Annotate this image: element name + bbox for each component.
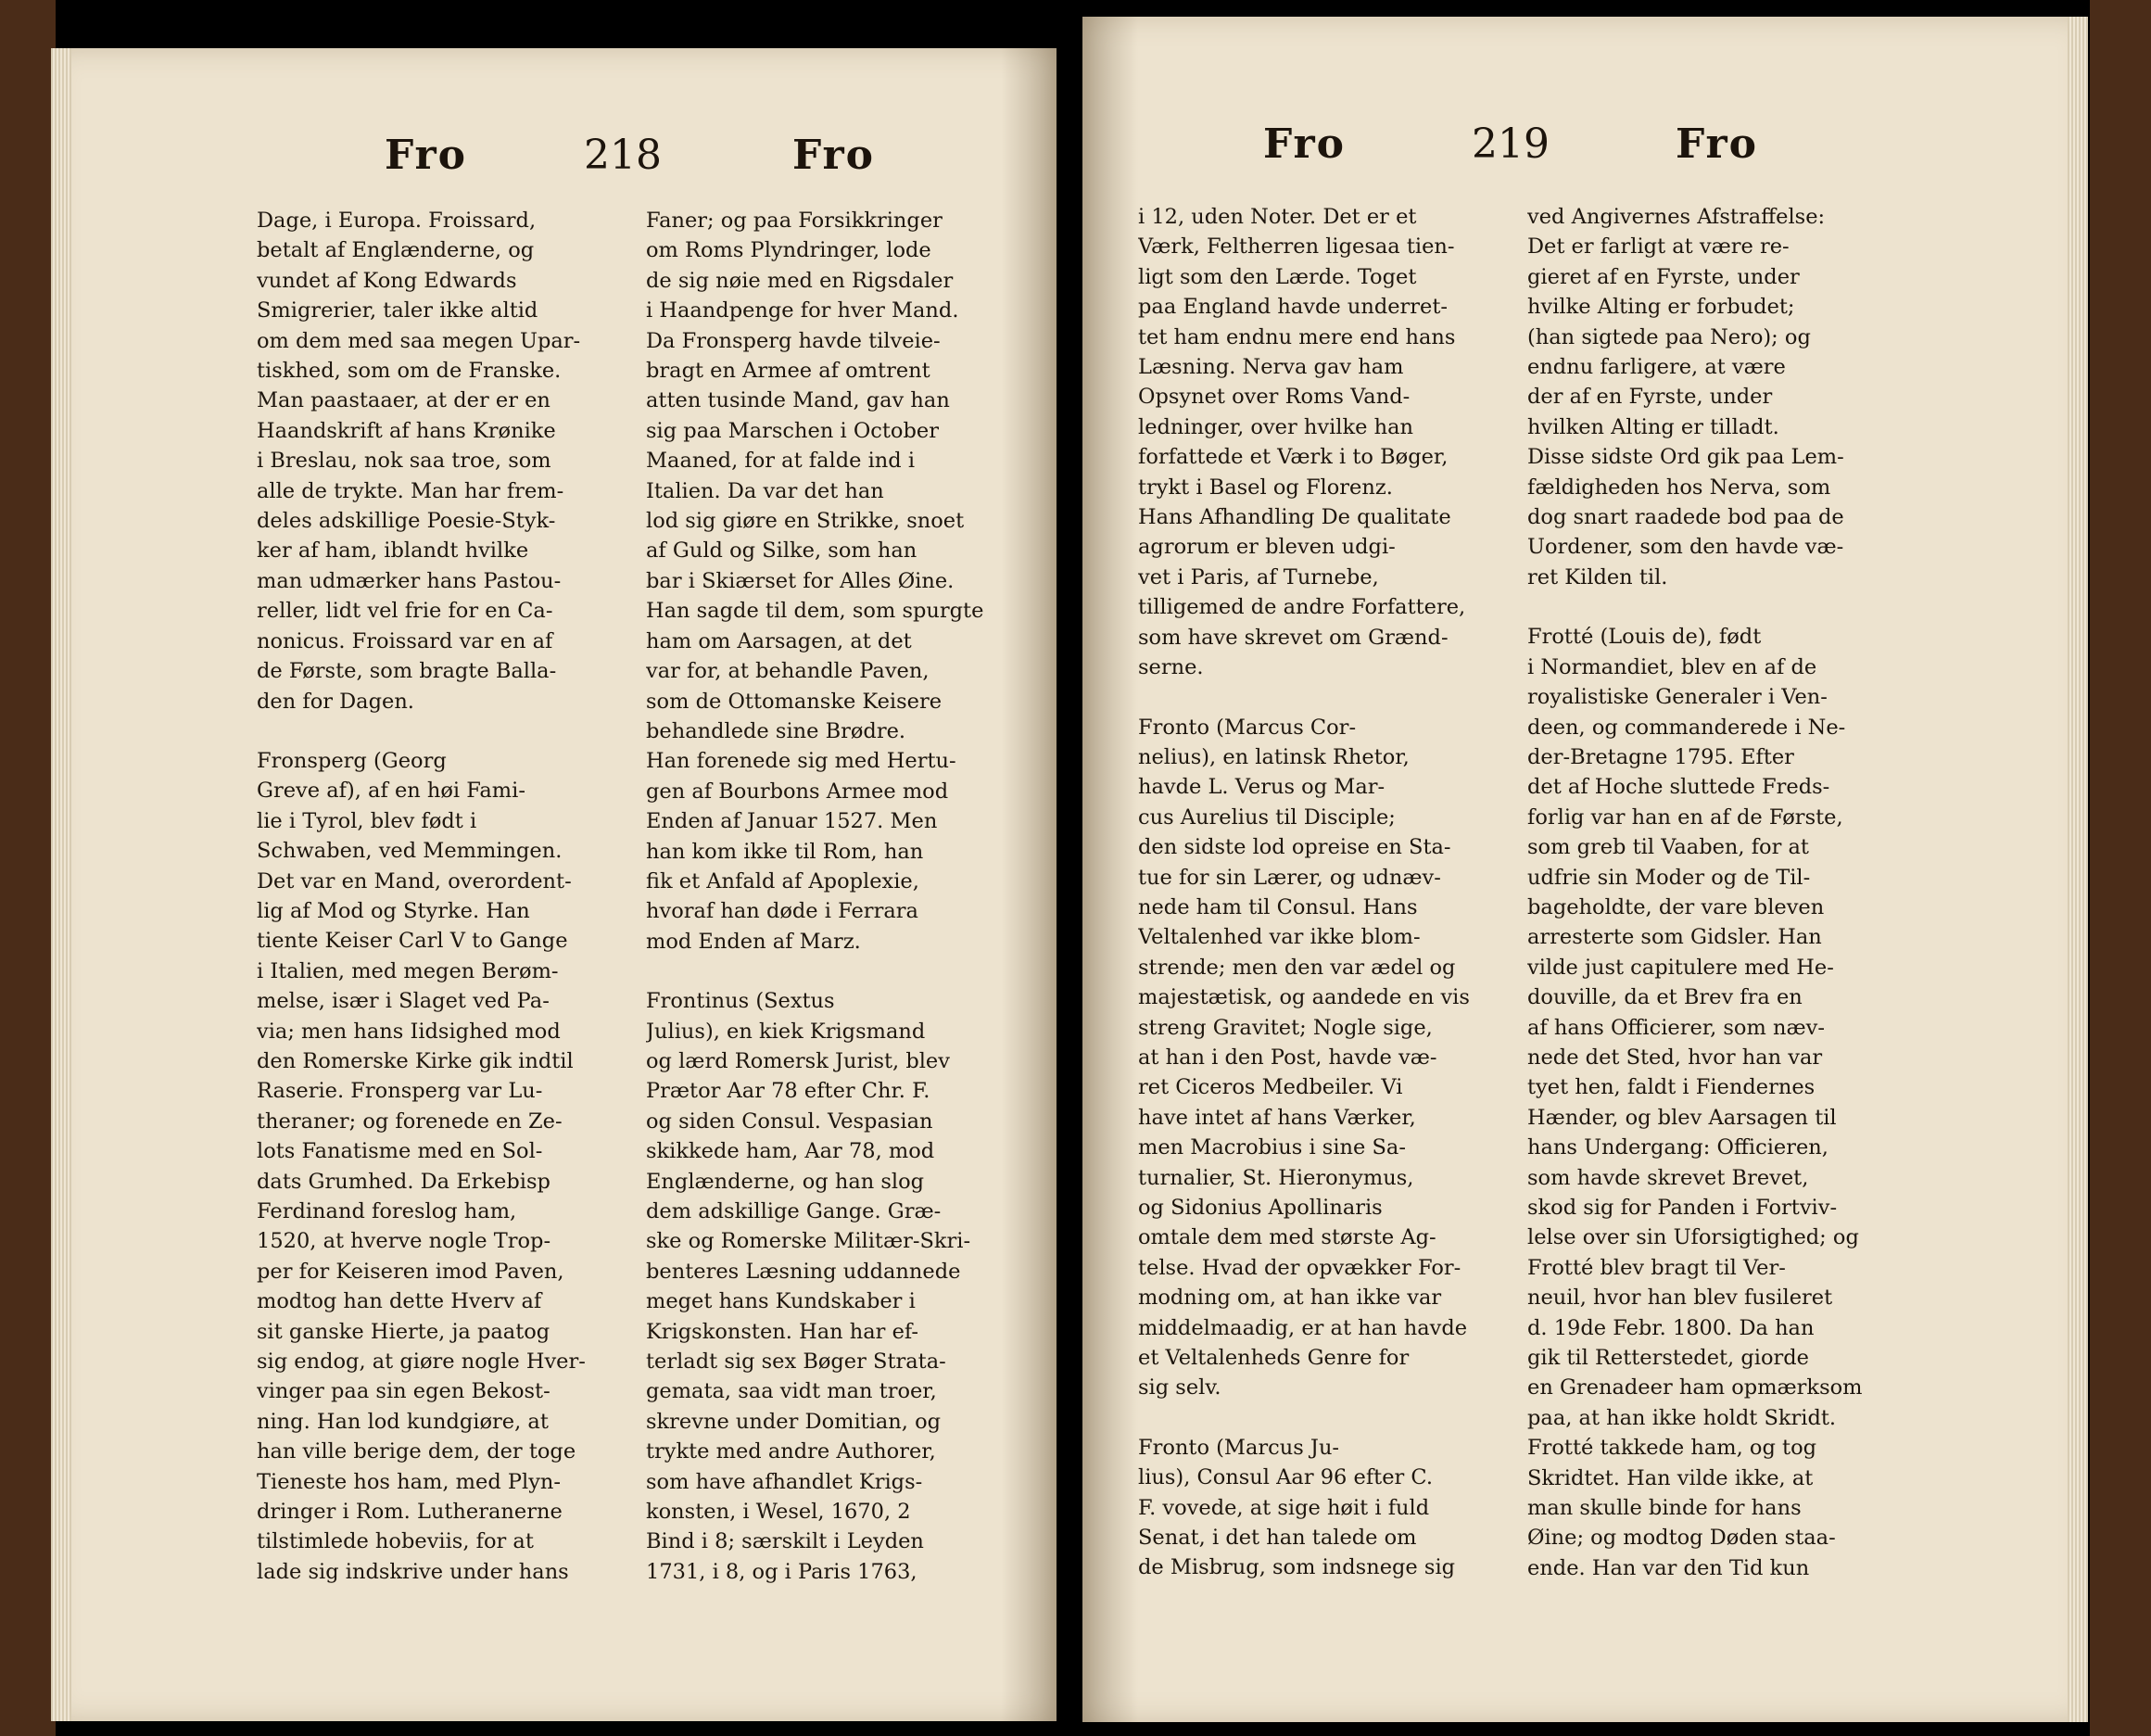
text-line: den for Dagen. xyxy=(257,689,414,714)
text-line: han ville berige dem, der toge xyxy=(257,1439,576,1464)
left-binding xyxy=(0,0,56,1736)
text-line: Tieneste hos ham, med Plyn- xyxy=(257,1469,562,1494)
text-line: hvilken Alting er tilladt. xyxy=(1527,414,1779,439)
text-line: sig selv. xyxy=(1138,1375,1221,1400)
text-line: omtale dem med største Ag- xyxy=(1138,1225,1436,1250)
text-line: lots Fanatisme med en Sol- xyxy=(257,1139,543,1164)
text-line: behandlede sine Brødre. xyxy=(646,718,906,743)
text-line: via; men hans Iidsighed mod xyxy=(257,1019,561,1044)
text-line: Hans Afhandling De qualitate xyxy=(1138,505,1451,530)
text-line: 1520, at hverve nogle Trop- xyxy=(257,1229,551,1254)
text-line: der af en Fyrste, under xyxy=(1527,385,1773,410)
text-line: majestætisk, og aandede en vis xyxy=(1138,985,1470,1010)
text-line: forfattede et Værk i to Bøger, xyxy=(1138,445,1449,470)
text-line: Han forenede sig med Hertu- xyxy=(646,749,956,774)
text-line: konsten, i Wesel, 1670, 2 xyxy=(646,1500,911,1525)
running-head-right: Fro xyxy=(792,132,875,179)
text-line: deen, og commanderede i Ne- xyxy=(1527,715,1846,740)
text-line: turnalier, St. Hieronymus, xyxy=(1138,1165,1414,1190)
text-line: paa, at han ikke holdt Skridt. xyxy=(1527,1405,1837,1430)
text-line: Det er farligt at være re- xyxy=(1527,234,1790,260)
text-line: lig af Mod og Styrke. Han xyxy=(257,898,530,923)
text-line: ning. Han lod kundgiøre, at xyxy=(257,1409,549,1434)
text-line: ker af ham, iblandt hvilke xyxy=(257,539,529,564)
text-line: Uordener, som den havde væ- xyxy=(1527,535,1844,560)
text-line: (han sigtede paa Nero); og xyxy=(1527,324,1811,349)
text-line: udfrie sin Moder og de Til- xyxy=(1527,865,1811,890)
text-line: Værk, Feltherren ligesaa tien- xyxy=(1138,234,1455,260)
text-line: den Romerske Kirke gik indtil xyxy=(257,1048,574,1073)
text-line: som de Ottomanske Keisere xyxy=(646,689,943,714)
text-line: terladt sig sex Bøger Strata- xyxy=(646,1350,946,1375)
text-line: ret Kilden til. xyxy=(1527,564,1668,589)
text-line: lius), Consul Aar 96 efter C. xyxy=(1138,1465,1433,1490)
text-line: benteres Læsning uddannede xyxy=(646,1259,961,1284)
text-line: royalistiske Generaler i Ven- xyxy=(1527,685,1828,710)
text-line: de Misbrug, som indsnege sig xyxy=(1138,1555,1456,1580)
text-line: det af Hoche sluttede Freds- xyxy=(1527,775,1830,800)
text-line: fældigheden hos Nerva, som xyxy=(1527,475,1831,500)
text-column-right xyxy=(646,206,1017,1587)
text-line: et Veltalenheds Genre for xyxy=(1138,1346,1410,1371)
text-line: agrorum er bleven udgi- xyxy=(1138,535,1396,560)
text-line: Man paastaaer, at der er en xyxy=(257,388,550,413)
text-line: 1731, i 8, og i Paris 1763, xyxy=(646,1559,917,1584)
text-line: lod sig giøre en Strikke, snoet xyxy=(646,509,965,534)
text-line: Krigskonsten. Han har ef- xyxy=(646,1319,919,1344)
text-line: alle de trykte. Man har frem- xyxy=(257,478,564,503)
text-line: som have skrevet om Grænd- xyxy=(1138,625,1449,650)
text-line: Hænder, og blev Aarsagen til xyxy=(1527,1105,1837,1130)
text-line: paa England havde underret- xyxy=(1138,295,1449,320)
text-line: ledninger, over hvilke han xyxy=(1138,414,1413,439)
text-line: Læsning. Nerva gav ham xyxy=(1138,355,1404,380)
text-line: Fronto (Marcus Cor- xyxy=(1138,715,1357,740)
text-line: arresterte som Gidsler. Han xyxy=(1527,925,1822,950)
text-line: Ferdinand foreslog ham, xyxy=(257,1199,517,1223)
text-line: sig paa Marschen i October xyxy=(646,418,939,443)
text-line: om dem med saa megen Upar- xyxy=(257,328,581,353)
text-line: nelius), en latinsk Rhetor, xyxy=(1138,744,1410,769)
text-line: Smigrerier, taler ikke altid xyxy=(257,298,538,323)
text-line: ligt som den Lærde. Toget xyxy=(1138,264,1417,289)
text-line: deles adskillige Poesie-Styk- xyxy=(257,509,556,534)
text-line: man skulle binde for hans xyxy=(1527,1496,1802,1521)
text-line: dats Grumhed. Da Erkebisp xyxy=(257,1169,550,1194)
text-line: skikkede ham, Aar 78, mod xyxy=(646,1139,935,1164)
text-line: endnu farligere, at være xyxy=(1527,355,1786,380)
text-line: tilstimlede hobeviis, for at xyxy=(257,1529,534,1554)
text-line: melse, især i Slaget ved Pa- xyxy=(257,989,550,1014)
text-line: tue for sin Lærer, og udnæv- xyxy=(1138,865,1441,890)
text-line: bar i Skiærset for Alles Øine. xyxy=(646,568,955,593)
text-line: Schwaben, ved Memmingen. xyxy=(257,839,563,864)
text-line: Frotté takkede ham, og tog xyxy=(1527,1436,1817,1461)
text-line: serne. xyxy=(1138,655,1204,680)
text-line: som havde skrevet Brevet, xyxy=(1527,1165,1809,1190)
paragraph-gap xyxy=(646,957,1017,986)
text-line: F. vovede, at sige høit i fuld xyxy=(1138,1495,1430,1520)
text-line: telse. Hvad der opvækker For- xyxy=(1138,1255,1461,1280)
left-page xyxy=(51,48,1057,1721)
text-line: Han sagde til dem, som spurgte xyxy=(646,599,984,624)
text-column-left xyxy=(1138,202,1509,1583)
text-line: Englænderne, og han slog xyxy=(646,1169,925,1194)
page-number: 218 xyxy=(584,132,662,179)
text-line: en Grenadeer ham opmærksom xyxy=(1527,1375,1863,1400)
text-line: tyet hen, faldt i Fiendernes xyxy=(1527,1075,1816,1100)
text-line: vinger paa sin egen Bekost- xyxy=(257,1379,550,1404)
text-line: vundet af Kong Edwards xyxy=(257,268,517,293)
text-line: bageholdte, der vare bleven xyxy=(1527,894,1825,919)
text-line: Greve af), af en høi Fami- xyxy=(257,779,525,804)
text-line: meget hans Kundskaber i xyxy=(646,1289,916,1314)
text-line: ske og Romerske Militær-Skri- xyxy=(646,1229,971,1254)
text-line: Veltalenhed var ikke blom- xyxy=(1138,925,1421,950)
text-line: nede det Sted, hvor han var xyxy=(1527,1045,1823,1070)
text-line: gik til Retterstedet, giorde xyxy=(1527,1346,1809,1371)
page-edges xyxy=(51,48,71,1721)
text-line: streng Gravitet; Nogle sige, xyxy=(1138,1015,1433,1040)
text-line: og siden Consul. Vespasian xyxy=(646,1109,933,1134)
text-line: Skridtet. Han vilde ikke, at xyxy=(1527,1465,1814,1490)
text-line: den sidste lod opreise en Sta- xyxy=(1138,835,1451,860)
text-line: Disse sidste Ord gik paa Lem- xyxy=(1527,445,1844,470)
text-line: skrevne under Domitian, og xyxy=(646,1409,942,1434)
text-line: betalt af Englænderne, og xyxy=(257,238,535,263)
text-line: man udmærker hans Pastou- xyxy=(257,568,562,593)
text-line: dem adskillige Gange. Græ- xyxy=(646,1199,942,1223)
paragraph-gap xyxy=(257,716,627,746)
text-line: Da Fronsperg havde tilveie- xyxy=(646,328,941,353)
text-line: Faner; og paa Forsikkringer xyxy=(646,209,943,233)
text-line: d. 19de Febr. 1800. Da han xyxy=(1527,1315,1815,1340)
text-line: Opsynet over Roms Vand- xyxy=(1138,385,1411,410)
page-header xyxy=(1082,120,2088,195)
text-line: tiskhed, som om de Franske. xyxy=(257,359,562,384)
text-line: i Breslau, nok saa troe, som xyxy=(257,449,551,474)
running-head-right: Fro xyxy=(1676,120,1758,168)
text-line: cus Aurelius til Disciple; xyxy=(1138,805,1396,830)
right-page xyxy=(1082,17,2088,1722)
text-line: Maaned, for at falde ind i xyxy=(646,449,916,474)
text-line: Raserie. Fronsperg var Lu- xyxy=(257,1079,543,1104)
paragraph-gap xyxy=(1527,592,1898,622)
text-line: vet i Paris, af Turnebe, xyxy=(1138,564,1379,589)
right-binding xyxy=(2090,0,2151,1736)
text-line: lelse over sin Uforsigtighed; og xyxy=(1527,1225,1859,1250)
text-line: ved Angivernes Afstraffelse: xyxy=(1527,205,1826,229)
text-line: de sig nøie med en Rigsdaler xyxy=(646,268,954,293)
text-line: dringer i Rom. Lutheranerne xyxy=(257,1500,563,1525)
text-line: gieret af en Fyrste, under xyxy=(1527,264,1800,289)
text-line: reller, lidt vel frie for en Ca- xyxy=(257,599,553,624)
text-line: bragt en Armee af omtrent xyxy=(646,359,930,384)
text-line: var for, at behandle Paven, xyxy=(646,659,930,684)
text-line: i 12, uden Noter. Det er et xyxy=(1138,205,1417,229)
text-line: hvilke Alting er forbudet; xyxy=(1527,295,1795,320)
text-line: modning om, at han ikke var xyxy=(1138,1286,1442,1311)
text-line: som greb til Vaaben, for at xyxy=(1527,835,1809,860)
text-line: Det var en Mand, overordent- xyxy=(257,868,572,893)
text-line: Enden af Januar 1527. Men xyxy=(646,809,938,834)
text-line: tilligemed de andre Forfattere, xyxy=(1138,595,1466,620)
running-head-left: Fro xyxy=(385,132,467,179)
text-line: af hans Officierer, som næv- xyxy=(1527,1015,1825,1040)
text-line: Frotté (Louis de), født xyxy=(1527,625,1762,650)
text-line: Italien. Da var det han xyxy=(646,478,884,503)
text-line: theraner; og forenede en Ze- xyxy=(257,1109,563,1134)
text-line: Øine; og modtog Døden staa- xyxy=(1527,1526,1836,1551)
text-line: mod Enden af Marz. xyxy=(646,929,861,954)
text-line: som have afhandlet Krigs- xyxy=(646,1469,923,1494)
text-line: forlig var han en af de Første, xyxy=(1527,805,1843,830)
text-line: de Første, som bragte Balla- xyxy=(257,659,557,684)
text-column-left xyxy=(257,206,627,1587)
text-line: Dage, i Europa. Froissard, xyxy=(257,209,537,233)
paragraph-gap xyxy=(1138,683,1509,713)
text-line: modtog han dette Hverv af xyxy=(257,1289,542,1314)
text-line: per for Keiseren imod Paven, xyxy=(257,1259,564,1284)
page-header xyxy=(51,132,1057,206)
paragraph-gap xyxy=(1138,1403,1509,1433)
page-edges xyxy=(2068,17,2088,1722)
text-line: om Roms Plyndringer, lode xyxy=(646,238,931,263)
running-head-left: Fro xyxy=(1263,120,1346,168)
text-line: trykt i Basel og Florenz. xyxy=(1138,475,1393,500)
text-line: vilde just capitulere med He- xyxy=(1527,955,1834,980)
text-line: hvoraf han døde i Ferrara xyxy=(646,899,918,924)
text-line: i Haandpenge for hver Mand. xyxy=(646,298,959,323)
text-line: tet ham endnu mere end hans xyxy=(1138,324,1456,349)
text-line: han kom ikke til Rom, han xyxy=(646,839,924,864)
text-line: der-Bretagne 1795. Efter xyxy=(1527,744,1794,769)
text-line: Prætor Aar 78 efter Chr. F. xyxy=(646,1079,930,1104)
text-line: skod sig for Panden i Fortviv- xyxy=(1527,1196,1838,1220)
text-line: lade sig indskrive under hans xyxy=(257,1559,569,1584)
text-line: ende. Han var den Tid kun xyxy=(1527,1555,1810,1580)
text-line: gen af Bourbons Armee mod xyxy=(646,779,949,804)
text-line: have intet af hans Værker, xyxy=(1138,1105,1416,1130)
text-line: og Sidonius Apollinaris xyxy=(1138,1196,1383,1220)
text-line: neuil, hvor han blev fusileret xyxy=(1527,1286,1833,1311)
text-column-right xyxy=(1527,202,1898,1583)
text-line: havde L. Verus og Mar- xyxy=(1138,775,1385,800)
text-line: Frontinus (Sextus xyxy=(646,989,835,1014)
text-line: og lærd Romersk Jurist, blev xyxy=(646,1048,950,1073)
text-line: Fronto (Marcus Ju- xyxy=(1138,1435,1340,1460)
text-line: Frotté blev bragt til Ver- xyxy=(1527,1255,1786,1280)
text-line: Julius), en kiek Krigsmand xyxy=(646,1019,926,1044)
text-line: i Italien, med megen Berøm- xyxy=(257,958,559,983)
text-line: Bind i 8; særskilt i Leyden xyxy=(646,1529,924,1554)
text-line: nede ham til Consul. Hans xyxy=(1138,894,1418,919)
text-line: atten tusinde Mand, gav han xyxy=(646,388,950,413)
text-line: ret Ciceros Medbeiler. Vi xyxy=(1138,1075,1403,1100)
text-line: af Guld og Silke, som han xyxy=(646,539,917,564)
text-line: sig endog, at giøre nogle Hver- xyxy=(257,1350,586,1375)
text-line: Fronsperg (Georg xyxy=(257,748,447,773)
text-line: hans Undergang: Officieren, xyxy=(1527,1135,1828,1160)
text-line: middelmaadig, er at han havde xyxy=(1138,1315,1468,1340)
page-number: 219 xyxy=(1472,120,1550,168)
text-line: trykte med andre Authorer, xyxy=(646,1439,936,1464)
text-line: ham om Aarsagen, at det xyxy=(646,628,912,653)
text-line: at han i den Post, havde væ- xyxy=(1138,1045,1437,1070)
text-line: gemata, saa vidt man troer, xyxy=(646,1379,937,1404)
text-line: men Macrobius i sine Sa- xyxy=(1138,1135,1406,1160)
text-line: i Normandiet, blev en af de xyxy=(1527,654,1817,679)
text-line: strende; men den var ædel og xyxy=(1138,955,1456,980)
text-line: sit ganske Hierte, ja paatog xyxy=(257,1319,550,1344)
text-line: lie i Tyrol, blev født i xyxy=(257,808,477,833)
text-line: Haandskrift af hans Krønike xyxy=(257,418,556,443)
text-line: douville, da et Brev fra en xyxy=(1527,985,1803,1010)
text-line: nonicus. Froissard var en af xyxy=(257,628,553,653)
text-line: dog snart raadede bod paa de xyxy=(1527,505,1844,530)
text-line: Senat, i det han talede om xyxy=(1138,1526,1417,1551)
text-line: fik et Anfald af Apoplexie, xyxy=(646,868,919,893)
text-line: tiente Keiser Carl V to Gange xyxy=(257,929,568,954)
gutter-shadow xyxy=(1082,17,1138,1722)
